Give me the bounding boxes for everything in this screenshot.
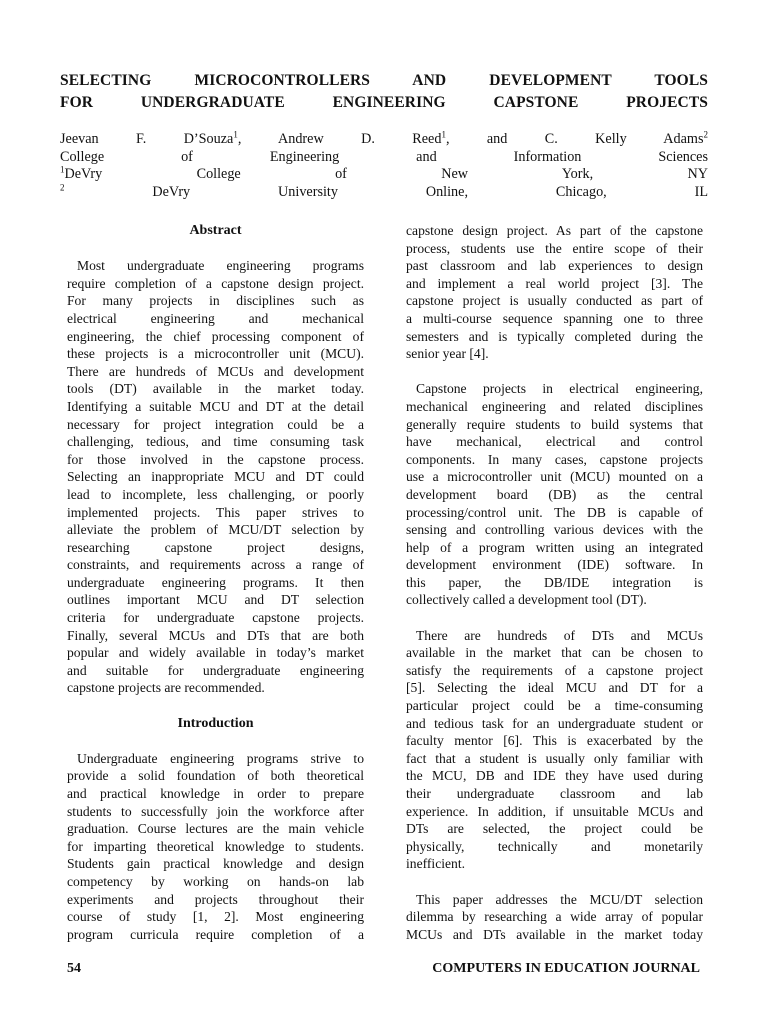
text-line: researching capstone project designs, — [67, 539, 364, 555]
text-line: MCUs and DTs available in the market today — [406, 926, 703, 942]
title-line-1: SELECTING MICROCONTROLLERS AND DEVELOPMENT TOOLS — [60, 72, 708, 89]
paragraph-paper-addresses — [406, 891, 703, 944]
author-3: , and C. Kelly Adams — [445, 131, 704, 147]
text-line: for imparting theoretical knowledge to students. — [67, 838, 364, 854]
text-line: There are hundreds of DTs and MCUs — [416, 627, 703, 643]
text-line: help of a program written using an integrated — [406, 539, 703, 555]
text-line: experience. In addition, if unsuitable MCUs and — [406, 803, 703, 819]
text-line: Identifying a suitable MCU and DT at the detail — [67, 398, 364, 414]
text-line: Students gain practical knowledge and design — [67, 856, 364, 872]
text-line: these projects is a microcontroller unit (MCU). — [67, 346, 364, 362]
author-2-affiliation-mark: 1 — [441, 129, 446, 140]
paper-title — [60, 70, 708, 114]
text-line: tools (DT) available in the market today. — [67, 381, 364, 397]
text-line: inefficient. — [406, 856, 466, 872]
text-line: and implement a real world project [3]. The — [406, 275, 703, 291]
introduction-body — [67, 750, 364, 944]
text-line: implemented projects. This paper strives to — [67, 504, 364, 520]
text-line: for those involved in the capstone process. — [67, 451, 364, 467]
affiliation-1-mark: 1 — [60, 164, 65, 175]
text-line: have mechanical, electrical and control — [406, 434, 703, 450]
text-line: particular project could be a time-consuming — [406, 698, 703, 714]
affiliation-2-mark: 2 — [60, 181, 65, 192]
text-line: process, students use the entire scope of their — [406, 240, 703, 256]
text-line: For many projects in disciplines such as — [67, 293, 364, 309]
text-line: Most undergraduate engineering programs — [77, 258, 364, 274]
text-line: popular and widely available in today’s market — [67, 645, 364, 661]
text-line: capstone design project. As part of the capstone — [406, 223, 703, 238]
journal-name: COMPUTERS IN EDUCATION JOURNAL — [432, 961, 700, 976]
text-line: course of study [1, 2]. Most engineering — [67, 909, 364, 925]
text-line: program curricula require completion of a — [67, 926, 364, 942]
text-line: faculty mentor [6]. This is exacerbated by the — [406, 733, 703, 749]
affiliation-2-text: DeVry University Online, Chicago, IL — [64, 183, 708, 200]
text-line: capstone project is usually conducted as part of — [406, 293, 703, 309]
text-line: and practical knowledge in order to prepare — [67, 786, 364, 801]
text-line: and suitable for undergraduate engineering — [67, 662, 364, 678]
text-line: require completion of a capstone design project. — [67, 275, 364, 291]
abstract-body — [67, 257, 364, 697]
text-line: undergraduate engineering programs. It then — [67, 574, 364, 590]
text-line: provide a solid foundation of both theoretical — [67, 768, 364, 784]
text-line: alleviate the problem of MCU/DT selection by — [67, 522, 364, 538]
text-line: Selecting an inappropriate MCU and DT could — [67, 469, 364, 485]
text-line: necessary for project integration could be a — [67, 416, 364, 432]
text-line: competency by working on hands-on lab — [67, 873, 364, 889]
text-line: available in the market that can be chosen to — [406, 645, 703, 661]
affiliation-1-text: DeVry College of New York, NY — [64, 166, 708, 182]
text-line: students to successfully join the workforce after — [67, 803, 364, 819]
text-line: Undergraduate engineering programs strive to — [77, 750, 364, 766]
text-line: dilemma by researching a wide array of popular — [406, 909, 703, 925]
affiliation-2 — [60, 181, 708, 202]
author-1-affiliation-mark: 1 — [233, 129, 238, 140]
text-line: capstone projects are recommended. — [67, 680, 265, 696]
title-line-2: FOR UNDERGRADUATE ENGINEERING CAPSTONE PROJECTS — [60, 94, 708, 111]
text-line: challenging, tedious, and time consuming task — [67, 434, 364, 450]
page-number: 54 — [67, 961, 81, 976]
text-line: components. In many cases, capstone projects — [406, 451, 703, 467]
text-line: constraints, and requirements across a range of — [67, 557, 364, 573]
author-names — [60, 131, 708, 149]
text-line: a multi-course sequence spanning one to three — [406, 310, 703, 326]
paragraph-capstone-design — [406, 222, 703, 363]
text-line: senior year [4]. — [406, 346, 489, 362]
text-line: this paper, the DB/IDE integration is — [406, 574, 703, 590]
text-line: semesters and is typically completed during the — [406, 328, 703, 344]
introduction-heading: Introduction — [177, 715, 254, 731]
text-line: fact that a student is usually only familiar with — [406, 750, 703, 766]
text-line: physically, technically and monetarily — [406, 838, 703, 854]
author-1: Jeevan F. D’Souza — [60, 131, 234, 147]
text-line: engineering, the chief processing component of — [67, 328, 364, 344]
text-line: experiments and projects throughout their — [67, 891, 364, 907]
abstract-heading: Abstract — [189, 223, 242, 238]
text-line: generally require students to build systems that — [406, 416, 703, 432]
author-3-affiliation-mark: 2 — [703, 129, 708, 140]
text-line: Capstone projects in electrical engineering, — [416, 381, 703, 397]
text-line: processing/control unit. The DB is capable of — [406, 504, 703, 520]
paragraph-dts-mcus — [406, 627, 703, 873]
text-line: satisfy the requirements of a capstone project — [406, 662, 703, 678]
text-line: development environment (IDE) software. In — [406, 557, 703, 573]
text-line: This paper addresses the MCU/DT selection — [416, 891, 703, 907]
left-column — [67, 222, 364, 943]
text-line: electrical engineering and mechanical — [67, 310, 364, 326]
text-line: and tedious task for an undergraduate student or — [406, 715, 703, 731]
text-line: There are hundreds of MCUs and development — [67, 363, 364, 379]
paragraph-capstone-projects — [406, 380, 703, 609]
right-column — [406, 222, 703, 943]
college-name: College of Engineering and Information Sciences — [60, 148, 708, 165]
text-line: DTs are selected, the project could be — [406, 821, 703, 837]
text-line: sensing and controlling various devices with the — [406, 522, 703, 538]
text-line: collectively called a development tool (DT). — [406, 592, 647, 608]
text-line: their undergraduate classroom and lab — [406, 786, 703, 801]
text-line: Finally, several MCUs and DTs that are both — [67, 627, 364, 643]
affiliation-1 — [60, 166, 708, 184]
author-2: , Andrew D. Reed — [237, 131, 442, 147]
text-line: use a microcontroller unit (MCU) mounted on a — [406, 469, 703, 485]
text-line: criteria for undergraduate capstone projects. — [67, 610, 364, 626]
text-line: [5]. Selecting the ideal MCU and DT for a — [406, 680, 703, 696]
text-line: past classroom and lab experiences to design — [406, 258, 703, 274]
text-line: mechanical engineering and related disciplines — [406, 398, 703, 414]
text-line: development board (DB) as the central — [406, 486, 703, 502]
text-line: lead to incomplete, less challenging, or poorly — [67, 486, 364, 502]
author-block — [60, 131, 708, 201]
text-line: the MCU, DB and IDE they have used during — [406, 768, 703, 784]
text-line: outlines important MCU and DT selection — [67, 592, 364, 608]
text-line: graduation. Course lectures are the main vehicle — [67, 821, 364, 837]
